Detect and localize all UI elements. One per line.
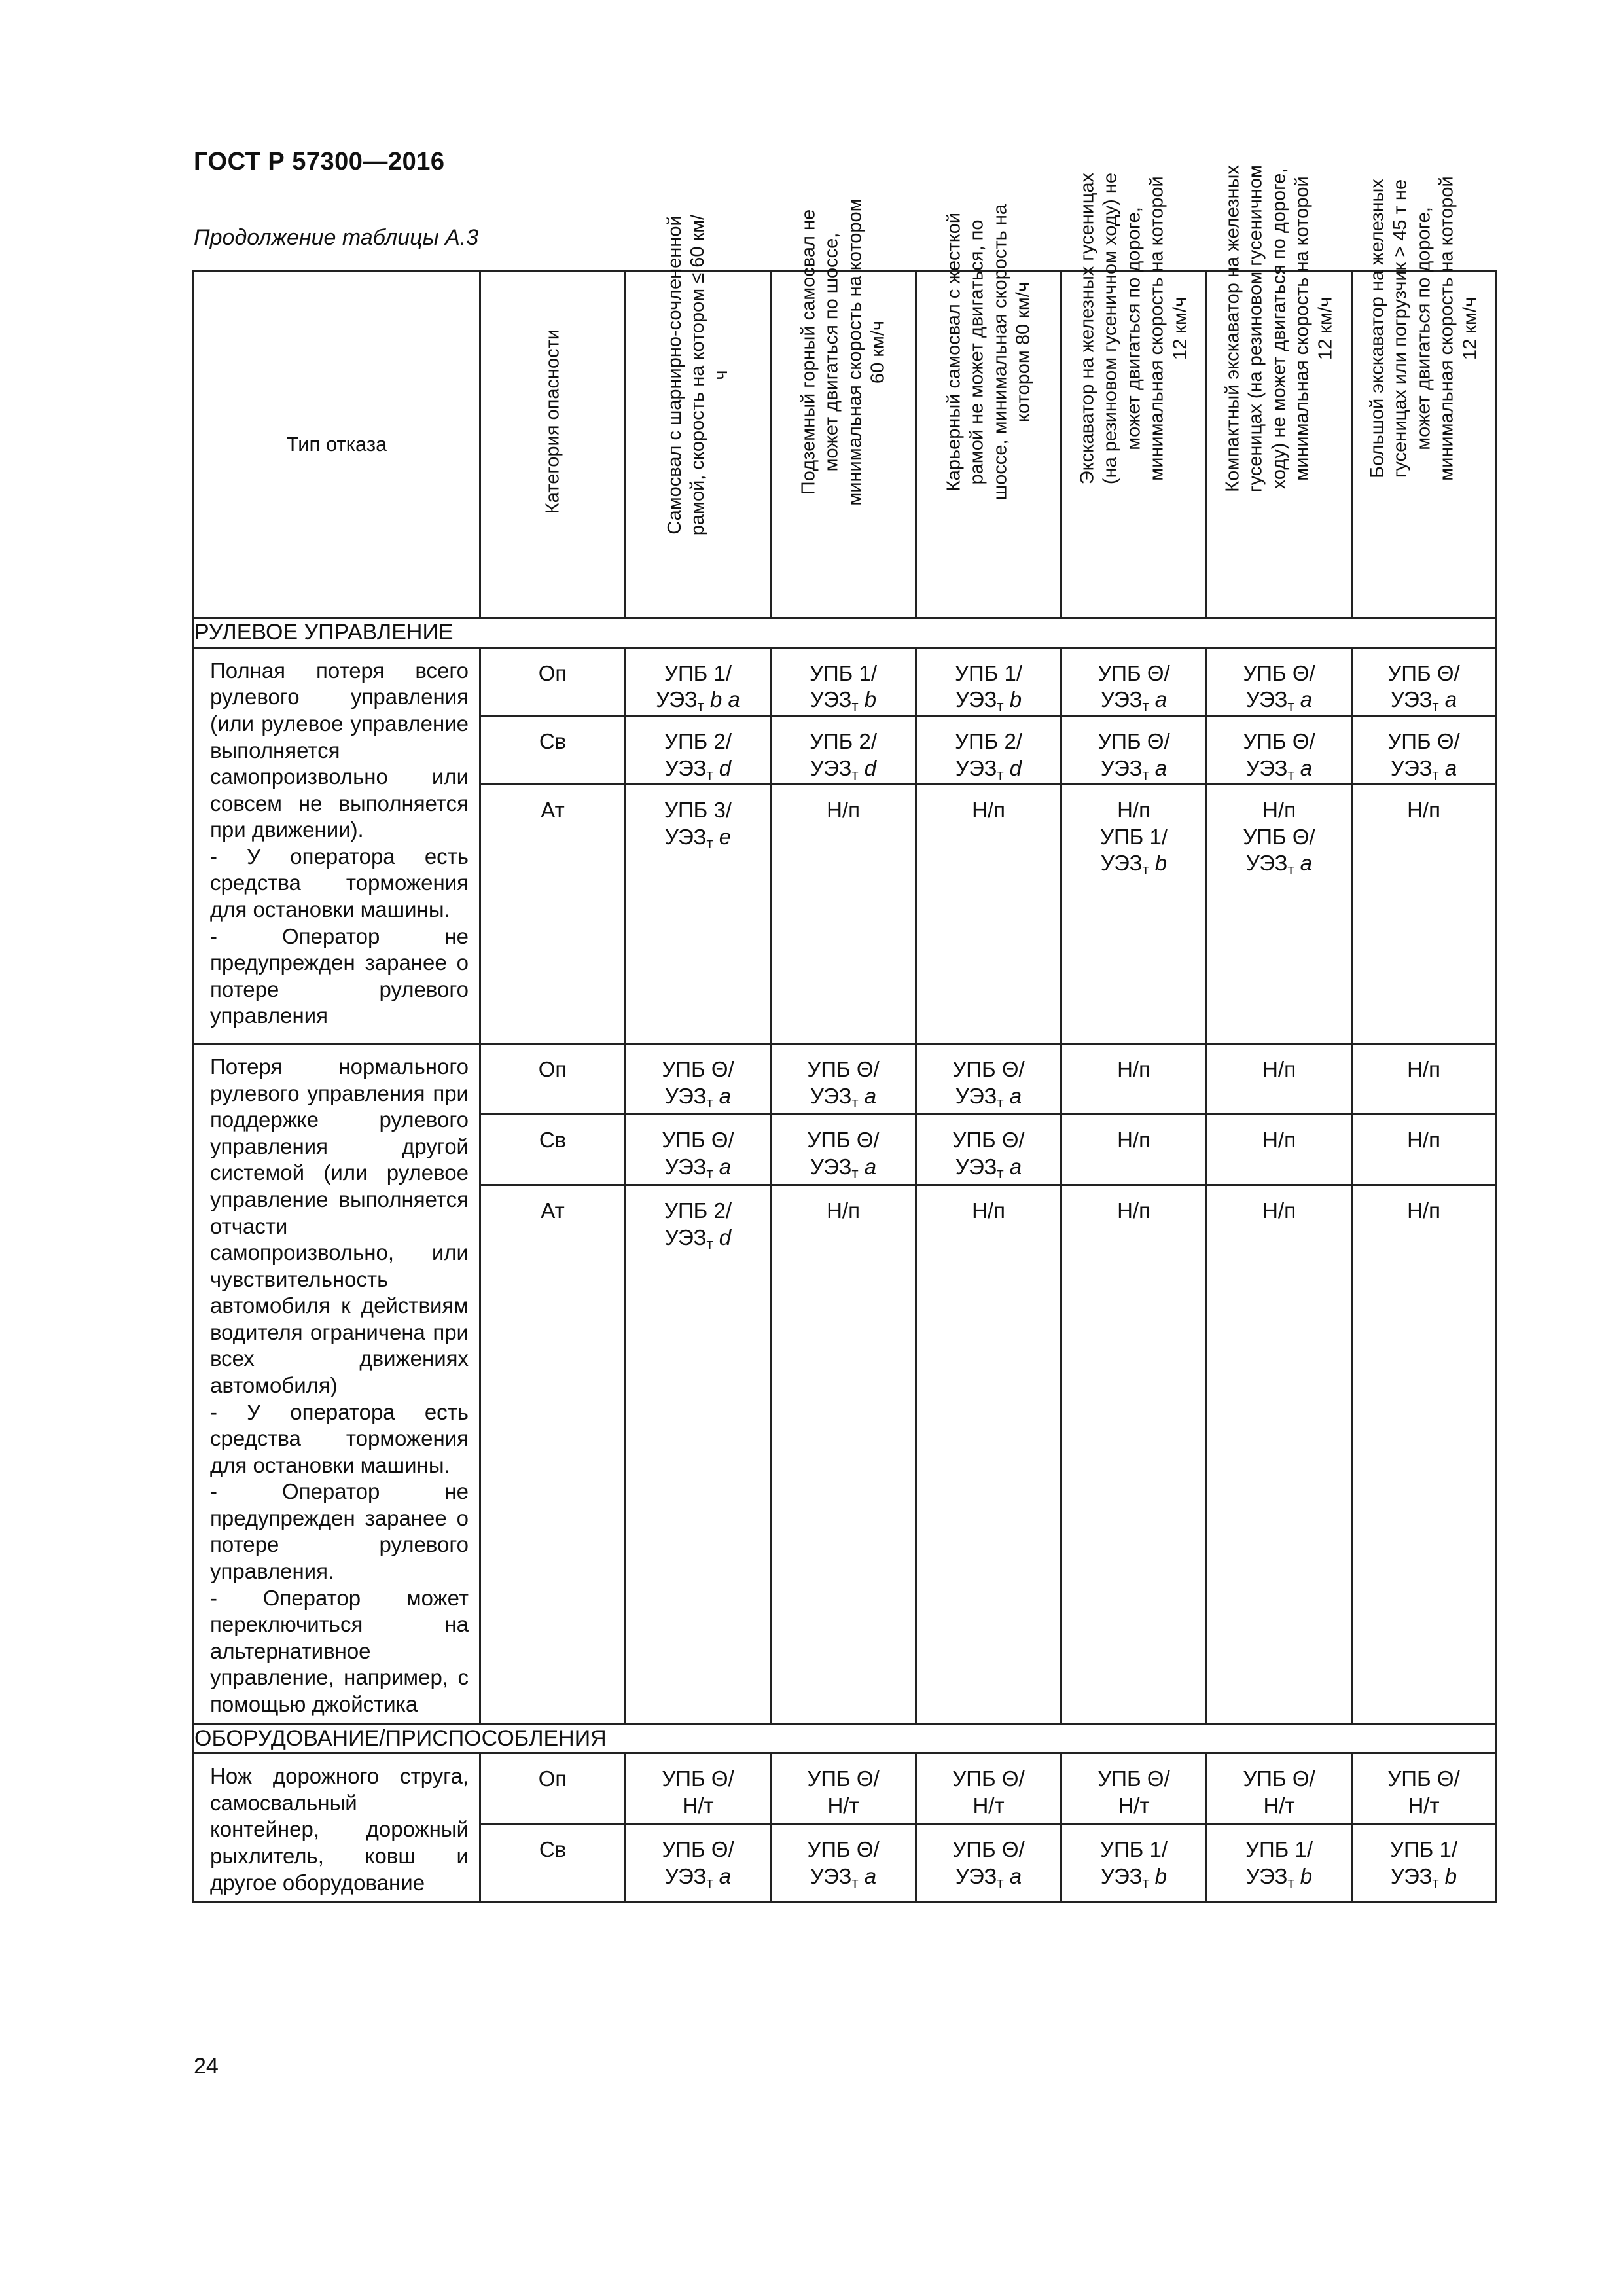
code-note: a bbox=[1009, 1154, 1022, 1179]
code-main: УЭЗ bbox=[664, 1154, 707, 1179]
value-cell bbox=[916, 785, 1061, 1044]
value-cell bbox=[1207, 1753, 1352, 1824]
header-machine-3 bbox=[916, 204, 1061, 619]
code-subscript: т bbox=[851, 1164, 859, 1181]
value-code bbox=[917, 1863, 1060, 1892]
header-machine-label: Компактный экскаватор на железных гусеницах (на резиновом гусеничном ходу) не может двигаться по дороге, минимальная скорость на которой 12 км/ч bbox=[1222, 165, 1336, 493]
value-line: УПБ 1/ bbox=[1099, 1837, 1168, 1862]
code-main: УЭЗ bbox=[664, 1225, 707, 1249]
value-line: УПБ Θ/ bbox=[1387, 1767, 1460, 1791]
value-line: УПБ 2/ bbox=[664, 1198, 732, 1223]
value-cell bbox=[771, 1753, 916, 1824]
value-line: Н/т bbox=[682, 1793, 714, 1818]
code-main: УЭЗ bbox=[1390, 1863, 1433, 1888]
code-main: УЭЗ bbox=[810, 1863, 852, 1888]
header-machine-5 bbox=[1207, 165, 1352, 619]
category-cell: Св bbox=[480, 716, 626, 785]
code-note: a bbox=[1154, 687, 1168, 712]
value-line: Н/п bbox=[1407, 1057, 1440, 1082]
value-cell bbox=[626, 1044, 771, 1115]
value-line: Н/п bbox=[972, 798, 1005, 823]
code-main: УЭЗ bbox=[810, 687, 852, 712]
value-line: Н/п bbox=[1262, 1198, 1296, 1223]
code-note: b bbox=[1154, 851, 1168, 876]
value-line: УПБ 1/ bbox=[664, 660, 732, 685]
category-cell: Ат bbox=[480, 1185, 626, 1724]
value-line: УПБ Θ/ bbox=[1243, 824, 1315, 849]
code-subscript: т bbox=[1432, 766, 1439, 783]
code-note: a bbox=[719, 1154, 732, 1179]
value-line: Н/п bbox=[1117, 1198, 1150, 1223]
value-cell bbox=[771, 1185, 916, 1724]
value-code bbox=[772, 1154, 915, 1182]
value-line: УПБ Θ/ bbox=[662, 1128, 734, 1153]
header-machine-label: Карьерный самосвал с жесткой рамой не может двигаться, по шоссе, минимальная скорость на котором 80 км/ч bbox=[942, 204, 1033, 500]
value-code bbox=[772, 1863, 915, 1892]
value-line: Н/п bbox=[1262, 1057, 1296, 1082]
table-row bbox=[194, 1044, 1496, 1115]
value-cell bbox=[1352, 716, 1496, 785]
value-code bbox=[917, 1083, 1060, 1111]
table-body bbox=[194, 619, 1496, 1903]
value-cell bbox=[1061, 785, 1207, 1044]
code-subscript: т bbox=[1142, 1874, 1149, 1891]
category-cell: Св bbox=[480, 1115, 626, 1185]
value-line: УПБ 2/ bbox=[809, 729, 878, 754]
value-cell bbox=[1061, 1115, 1207, 1185]
header-machine-label: Подземный горный самосвал не может двигаться по шоссе, минимальная скорость на котором 60 км/ч bbox=[797, 198, 888, 506]
value-line: УПБ Θ/ bbox=[662, 1767, 734, 1791]
header-machine-4 bbox=[1061, 172, 1207, 619]
value-cell bbox=[916, 716, 1061, 785]
value-code bbox=[917, 687, 1060, 715]
value-line: Н/т bbox=[1118, 1793, 1150, 1818]
value-code bbox=[1207, 755, 1351, 783]
value-cell bbox=[1061, 1185, 1207, 1724]
value-line: Н/т bbox=[827, 1793, 859, 1818]
page-number: 24 bbox=[194, 2054, 219, 2079]
header-category bbox=[480, 271, 626, 619]
code-subscript: т bbox=[1142, 766, 1149, 783]
code-note: a bbox=[1154, 756, 1168, 781]
value-line: Н/п bbox=[1117, 798, 1150, 823]
code-note: a bbox=[719, 1083, 732, 1108]
code-main: УЭЗ bbox=[1245, 1863, 1288, 1888]
value-line: Н/п bbox=[1262, 798, 1296, 823]
value-line: УПБ 1/ bbox=[1099, 824, 1168, 849]
code-main: УЭЗ bbox=[664, 1083, 707, 1108]
code-subscript: т bbox=[997, 1164, 1004, 1181]
code-note: b bbox=[1300, 1863, 1313, 1888]
code-main: УЭЗ bbox=[810, 1154, 852, 1179]
code-note: a bbox=[1300, 756, 1313, 781]
code-subscript: т bbox=[851, 698, 859, 715]
value-code bbox=[772, 755, 915, 783]
value-line: УПБ 2/ bbox=[954, 729, 1023, 754]
category-cell: Оп bbox=[480, 1044, 626, 1115]
value-cell bbox=[771, 785, 916, 1044]
code-main: УЭЗ bbox=[1245, 851, 1288, 876]
value-cell bbox=[1352, 1824, 1496, 1903]
code-subscript: т bbox=[997, 1874, 1004, 1891]
code-main: УЭЗ bbox=[1100, 1863, 1143, 1888]
value-cell bbox=[1207, 716, 1352, 785]
value-cell bbox=[1352, 647, 1496, 716]
code-subscript: т bbox=[851, 766, 859, 783]
value-cell bbox=[1061, 1044, 1207, 1115]
value-cell bbox=[1352, 1044, 1496, 1115]
code-subscript: т bbox=[706, 1874, 713, 1891]
code-note: d bbox=[864, 756, 877, 781]
code-subscript: т bbox=[851, 1874, 859, 1891]
code-note: b a bbox=[709, 687, 740, 712]
value-cell bbox=[1352, 785, 1496, 1044]
code-main: УЭЗ bbox=[1245, 687, 1288, 712]
code-subscript: т bbox=[706, 766, 713, 783]
value-code bbox=[1207, 850, 1351, 878]
value-line: Н/т bbox=[1408, 1793, 1440, 1818]
code-main: УЭЗ bbox=[664, 824, 707, 849]
failure-line: - У оператора есть средства торможения для остановки машины. bbox=[210, 1399, 469, 1477]
value-line: Н/п bbox=[1407, 1198, 1440, 1223]
value-cell bbox=[1061, 1753, 1207, 1824]
code-subscript: т bbox=[1287, 698, 1294, 715]
value-line: УПБ 1/ bbox=[1245, 1837, 1313, 1862]
code-subscript: т bbox=[1432, 1874, 1439, 1891]
value-line: УПБ Θ/ bbox=[952, 1837, 1025, 1862]
code-note: b bbox=[1444, 1863, 1457, 1888]
value-code bbox=[917, 755, 1060, 783]
value-line: УПБ Θ/ bbox=[1097, 660, 1170, 685]
value-cell bbox=[1061, 716, 1207, 785]
value-line: УПБ 1/ bbox=[1389, 1837, 1458, 1862]
value-code bbox=[772, 687, 915, 715]
value-line: УПБ 2/ bbox=[664, 729, 732, 754]
value-cell bbox=[771, 1115, 916, 1185]
table-row bbox=[194, 1753, 1496, 1824]
code-main: УЭЗ bbox=[1100, 851, 1143, 876]
code-subscript: т bbox=[1142, 861, 1149, 878]
value-cell bbox=[1207, 785, 1352, 1044]
value-cell bbox=[626, 647, 771, 716]
failure-description bbox=[194, 647, 480, 1043]
code-subscript: т bbox=[1287, 766, 1294, 783]
code-note: a bbox=[1300, 851, 1313, 876]
value-code bbox=[626, 1083, 770, 1111]
code-note: a bbox=[1009, 1083, 1022, 1108]
value-cell bbox=[916, 1115, 1061, 1185]
value-cell bbox=[626, 1824, 771, 1903]
table-row bbox=[194, 647, 1496, 716]
value-code bbox=[1207, 687, 1351, 715]
value-code bbox=[626, 1863, 770, 1892]
value-cell bbox=[1352, 1185, 1496, 1724]
value-code bbox=[1207, 1863, 1351, 1892]
header-machine-2 bbox=[771, 198, 916, 619]
code-main: УЭЗ bbox=[810, 756, 852, 781]
value-cell bbox=[771, 1824, 916, 1903]
value-line: УПБ Θ/ bbox=[807, 1128, 880, 1153]
value-line: Н/п bbox=[1117, 1057, 1150, 1082]
value-cell bbox=[1352, 1753, 1496, 1824]
header-failure-type: Тип отказа bbox=[194, 271, 480, 619]
code-main: УЭЗ bbox=[1100, 756, 1143, 781]
value-code bbox=[1062, 755, 1205, 783]
code-main: УЭЗ bbox=[664, 1863, 707, 1888]
code-subscript: т bbox=[997, 698, 1004, 715]
code-note: d bbox=[719, 1225, 732, 1249]
value-code bbox=[1062, 687, 1205, 715]
value-line: УПБ Θ/ bbox=[1243, 729, 1315, 754]
code-subscript: т bbox=[706, 1094, 713, 1111]
value-cell bbox=[916, 647, 1061, 716]
code-note: a bbox=[1300, 687, 1313, 712]
section-row bbox=[194, 619, 1496, 648]
value-cell bbox=[916, 1753, 1061, 1824]
code-subscript: т bbox=[997, 766, 1004, 783]
code-main: УЭЗ bbox=[1245, 756, 1288, 781]
value-line: УПБ Θ/ bbox=[807, 1767, 880, 1791]
code-main: УЭЗ bbox=[955, 687, 997, 712]
code-main: УЭЗ bbox=[955, 1154, 997, 1179]
value-line: Н/п bbox=[1262, 1128, 1296, 1153]
code-note: d bbox=[1009, 756, 1022, 781]
value-line: УПБ Θ/ bbox=[807, 1837, 880, 1862]
code-note: a bbox=[1444, 756, 1457, 781]
value-cell bbox=[1207, 1824, 1352, 1903]
code-main: УЭЗ bbox=[1100, 687, 1143, 712]
failure-line: Нож дорожного струга, самосвальный контейнер, дорожный рыхлитель, ковш и другое оборудование bbox=[210, 1764, 469, 1895]
value-code bbox=[1062, 1863, 1205, 1892]
code-main: УЭЗ bbox=[810, 1083, 852, 1108]
code-subscript: т bbox=[706, 834, 713, 852]
code-main: УЭЗ bbox=[656, 687, 698, 712]
header-machine-1 bbox=[626, 214, 771, 619]
value-cell bbox=[771, 1044, 916, 1115]
value-line: Н/п bbox=[1117, 1128, 1150, 1153]
value-line: Н/п bbox=[827, 798, 860, 823]
header-machine-label: Экскаватор на железных гусеницах (на резиновом гусеничном ходу) не может двигаться по дороге, минимальная скорость на которой 12 км/ч bbox=[1077, 172, 1190, 485]
category-cell: Ат bbox=[480, 785, 626, 1044]
value-line: УПБ Θ/ bbox=[952, 1128, 1025, 1153]
value-cell bbox=[1061, 647, 1207, 716]
value-line: Н/п bbox=[1407, 798, 1440, 823]
code-note: a bbox=[864, 1154, 877, 1179]
value-line: УПБ Θ/ bbox=[1387, 729, 1460, 754]
value-line: Н/п bbox=[827, 1198, 860, 1223]
section-row bbox=[194, 1724, 1496, 1753]
code-main: УЭЗ bbox=[664, 756, 707, 781]
failure-description bbox=[194, 1044, 480, 1724]
code-note: d bbox=[719, 756, 732, 781]
value-line: УПБ Θ/ bbox=[952, 1767, 1025, 1791]
code-main: УЭЗ bbox=[1390, 687, 1433, 712]
value-line: УПБ Θ/ bbox=[1387, 660, 1460, 685]
value-cell bbox=[1207, 647, 1352, 716]
code-main: УЭЗ bbox=[955, 1083, 997, 1108]
value-line: Н/п bbox=[972, 1198, 1005, 1223]
failure-line: - Оператор не предупрежден заранее о потере рулевого управления bbox=[210, 924, 469, 1028]
failure-line: Потеря нормального рулевого управления при поддержке рулевого управления другой системой (или рулевое управление выполняется отчасти самопроизвольно, или чувствительность автомобиля к действиям водителя ограничена при всех движениях автомобиля) bbox=[210, 1054, 469, 1397]
code-main: УЭЗ bbox=[955, 1863, 997, 1888]
code-main: УЭЗ bbox=[1390, 756, 1433, 781]
value-code bbox=[1353, 687, 1495, 715]
value-cell bbox=[916, 1185, 1061, 1724]
code-note: a bbox=[864, 1863, 877, 1888]
value-code bbox=[1353, 755, 1495, 783]
category-cell: Оп bbox=[480, 647, 626, 716]
failure-line: - У оператора есть средства торможения для остановки машины. bbox=[210, 844, 469, 922]
code-note: a bbox=[864, 1083, 877, 1108]
code-note: b bbox=[1009, 687, 1022, 712]
value-code bbox=[626, 755, 770, 783]
value-cell bbox=[626, 1753, 771, 1824]
value-line: УПБ Θ/ bbox=[952, 1057, 1025, 1082]
document-header: ГОСТ Р 57300—2016 bbox=[194, 148, 445, 175]
table-header-row bbox=[194, 271, 1496, 619]
code-subscript: т bbox=[1142, 698, 1149, 715]
value-cell bbox=[916, 1044, 1061, 1115]
code-main: УЭЗ bbox=[955, 756, 997, 781]
value-code bbox=[626, 687, 770, 715]
value-cell bbox=[771, 716, 916, 785]
value-cell bbox=[626, 1185, 771, 1724]
value-line: УПБ Θ/ bbox=[1097, 1767, 1170, 1791]
header-machine-label: Самосвал с шарнирно-сочлененной рамой, скорость на котором ≤ 60 км/ч bbox=[664, 214, 732, 536]
value-line: Н/т bbox=[1263, 1793, 1295, 1818]
header-machine-6 bbox=[1352, 176, 1496, 619]
value-line: Н/п bbox=[1407, 1128, 1440, 1153]
value-code bbox=[626, 824, 770, 852]
value-cell bbox=[626, 716, 771, 785]
code-note: b bbox=[1154, 1863, 1168, 1888]
value-cell bbox=[771, 647, 916, 716]
value-line: УПБ Θ/ bbox=[1243, 1767, 1315, 1791]
value-code bbox=[626, 1154, 770, 1182]
code-note: a bbox=[1009, 1863, 1022, 1888]
code-subscript: т bbox=[697, 698, 704, 715]
code-note: b bbox=[864, 687, 877, 712]
failure-line: - Оператор не предупрежден заранее о потере рулевого управления. bbox=[210, 1479, 469, 1584]
value-line: Н/т bbox=[972, 1793, 1005, 1818]
value-cell bbox=[1207, 1185, 1352, 1724]
code-note: a bbox=[719, 1863, 732, 1888]
value-code bbox=[1062, 850, 1205, 878]
failure-line: - Оператор может переключиться на альтернативное управление, например, с помощью джойстика bbox=[210, 1585, 469, 1716]
table-continuation-caption: Продолжение таблицы А.3 bbox=[194, 225, 479, 250]
code-subscript: т bbox=[706, 1164, 713, 1181]
code-note: e bbox=[719, 824, 732, 849]
code-subscript: т bbox=[706, 1235, 713, 1252]
failure-description bbox=[194, 1753, 480, 1903]
header-machine-label: Большой экскаватор на железных гусеницах или погрузчик > 45 т не может двигаться по дороге, минимальная скорость на которой 12 км/ч bbox=[1366, 176, 1480, 481]
code-subscript: т bbox=[1432, 698, 1439, 715]
section-title: ОБОРУДОВАНИЕ/ПРИСПОСОБЛЕНИЯ bbox=[194, 1724, 1496, 1753]
value-code bbox=[917, 1154, 1060, 1182]
value-line: УПБ Θ/ bbox=[662, 1057, 734, 1082]
code-subscript: т bbox=[1287, 861, 1294, 878]
value-cell bbox=[916, 1824, 1061, 1903]
value-line: УПБ 1/ bbox=[954, 660, 1023, 685]
value-cell bbox=[1061, 1824, 1207, 1903]
code-note: a bbox=[1444, 687, 1457, 712]
value-code bbox=[1353, 1863, 1495, 1892]
value-code bbox=[626, 1225, 770, 1253]
value-line: УПБ 1/ bbox=[809, 660, 878, 685]
value-cell bbox=[1207, 1044, 1352, 1115]
value-code bbox=[772, 1083, 915, 1111]
value-cell bbox=[626, 1115, 771, 1185]
category-cell: Св bbox=[480, 1824, 626, 1903]
category-cell: Оп bbox=[480, 1753, 626, 1824]
code-subscript: т bbox=[851, 1094, 859, 1111]
value-line: УПБ Θ/ bbox=[1243, 660, 1315, 685]
value-cell bbox=[1352, 1115, 1496, 1185]
code-subscript: т bbox=[997, 1094, 1004, 1111]
failure-line: Полная потеря всего рулевого управления (или рулевое управление выполняется самопроизвольно или совсем не выполняется при движении). bbox=[210, 658, 469, 842]
code-subscript: т bbox=[1287, 1874, 1294, 1891]
value-line: УПБ 3/ bbox=[664, 798, 732, 823]
value-line: УПБ Θ/ bbox=[1097, 729, 1170, 754]
header-category-label: Категория опасности bbox=[541, 329, 563, 514]
value-cell bbox=[1207, 1115, 1352, 1185]
section-title: РУЛЕВОЕ УПРАВЛЕНИЕ bbox=[194, 619, 1496, 648]
value-cell bbox=[626, 785, 771, 1044]
value-line: УПБ Θ/ bbox=[662, 1837, 734, 1862]
value-line: УПБ Θ/ bbox=[807, 1057, 880, 1082]
